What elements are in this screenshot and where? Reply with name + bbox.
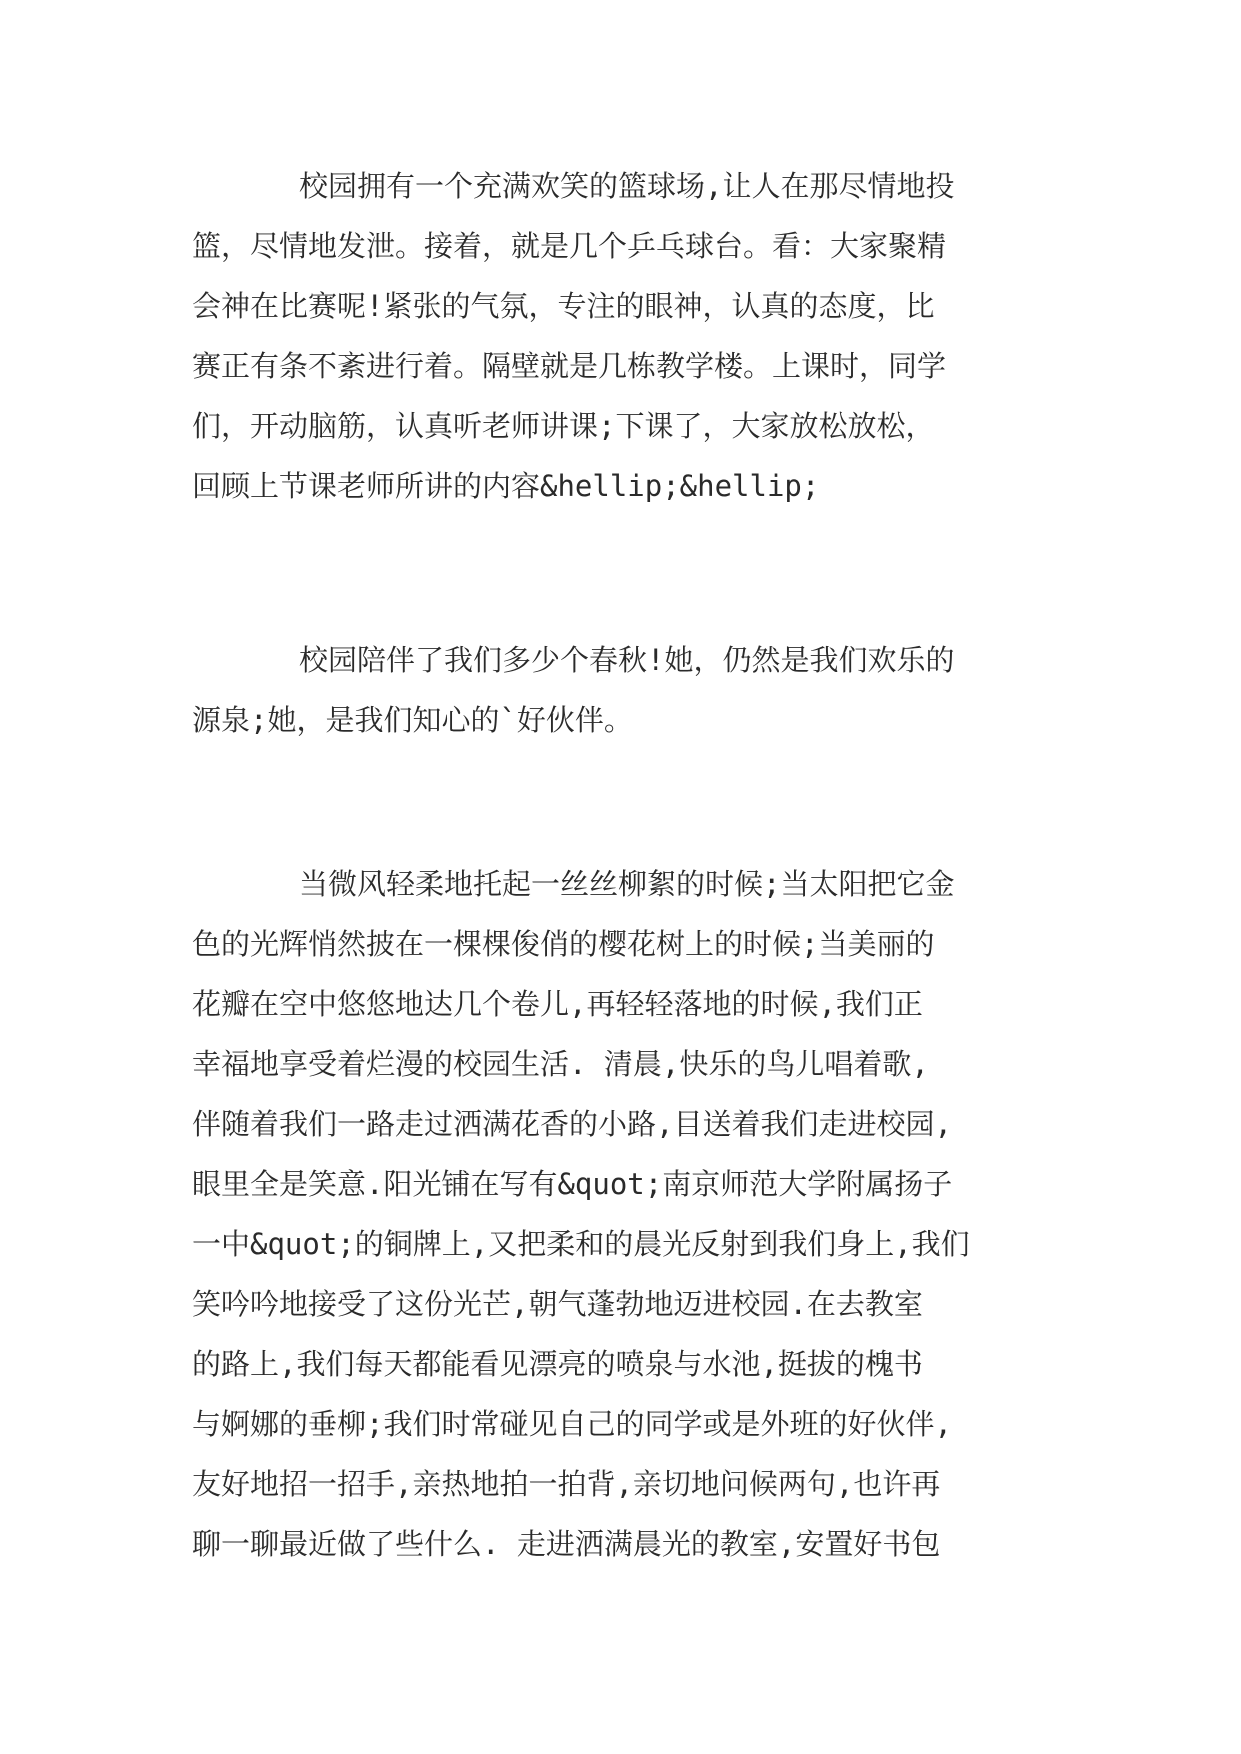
text-line: 聊一聊最近做了些什么. 走进洒满晨光的教室,安置好书包	[192, 1527, 941, 1561]
text-line: 眼里全是笑意.阳光铺在写有&quot;南京师范大学附属扬子	[192, 1167, 953, 1201]
paragraph-morning-campus	[192, 854, 1062, 1574]
text-line: 与婀娜的垂柳;我们时常碰见自己的同学或是外班的好伙伴,	[192, 1407, 952, 1441]
text-line: 一中&quot;的铜牌上,又把柔和的晨光反射到我们身上,我们	[192, 1227, 970, 1261]
text-line: 友好地招一招手,亲热地拍一拍背,亲切地问候两句,也许再	[192, 1467, 941, 1501]
text-line: 幸福地享受着烂漫的校园生活. 清晨,快乐的鸟儿唱着歌,	[192, 1047, 929, 1081]
text-line: 源泉;她，是我们知心的`好伙伴。	[192, 703, 633, 737]
text-line: 校园陪伴了我们多少个春秋!她，仍然是我们欢乐的	[299, 643, 955, 677]
text-line: 们，开动脑筋，认真听老师讲课;下课了，大家放松放松，	[192, 409, 935, 443]
text-line: 回顾上节课老师所讲的内容&hellip;&hellip;	[192, 469, 820, 503]
text-line: 伴随着我们一路走过洒满花香的小路,目送着我们走进校园,	[192, 1107, 952, 1141]
text-line: 当微风轻柔地托起一丝丝柳絮的时候;当太阳把它金	[299, 867, 955, 901]
text-line: 笑吟吟地接受了这份光芒,朝气蓬勃地迈进校园.在去教室	[192, 1287, 923, 1321]
text-line: 校园拥有一个充满欢笑的篮球场,让人在那尽情地投	[299, 169, 955, 203]
text-line: 花瓣在空中悠悠地达几个卷儿,再轻轻落地的时候,我们正	[192, 987, 923, 1021]
text-line: 的路上,我们每天都能看见漂亮的喷泉与水池,挺拔的槐书	[192, 1347, 923, 1381]
text-line: 会神在比赛呢!紧张的气氛，专注的眼神，认真的态度，比	[192, 289, 935, 323]
text-line: 色的光辉悄然披在一棵棵俊俏的樱花树上的时候;当美丽的	[192, 927, 935, 961]
paragraph-basketball-court	[192, 156, 1062, 516]
text-line: 赛正有条不紊进行着。隔壁就是几栋教学楼。上课时，同学	[192, 349, 947, 383]
text-line: 篮，尽情地发泄。接着，就是几个乒乓球台。看：大家聚精	[192, 229, 947, 263]
paragraph-campus-companion	[192, 630, 1062, 750]
